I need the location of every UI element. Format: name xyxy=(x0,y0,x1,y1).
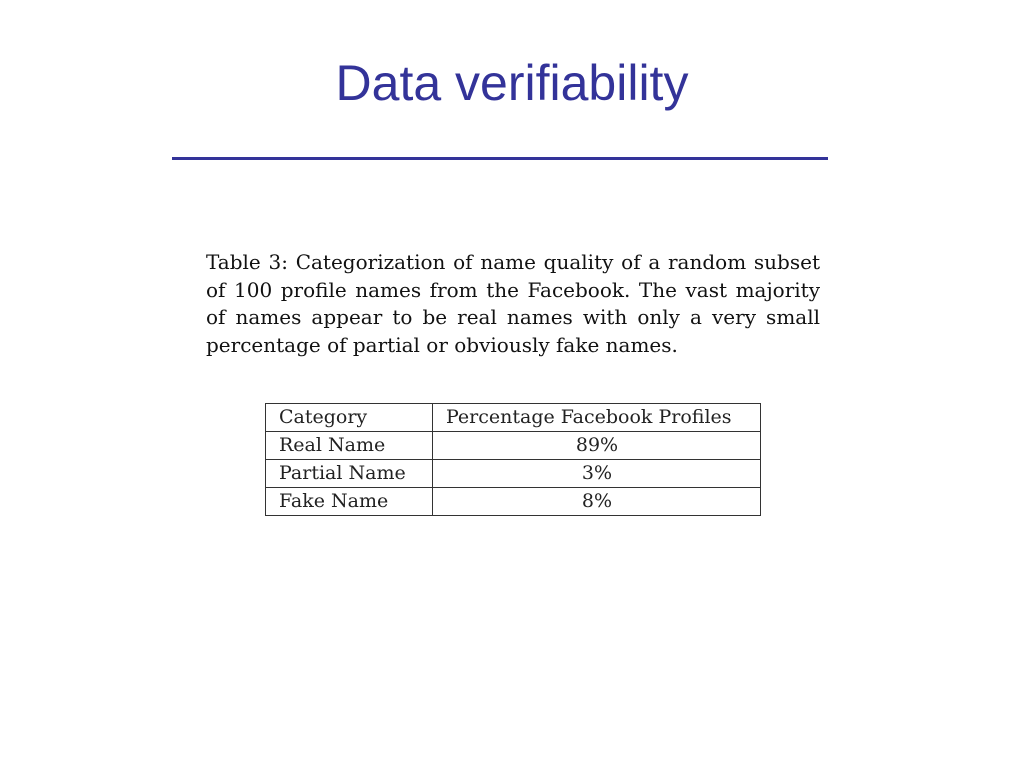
table-row xyxy=(266,460,761,488)
table-cell-percentage: 8% xyxy=(433,488,761,516)
table-cell-category: Fake Name xyxy=(266,488,433,516)
table-header-row xyxy=(266,404,761,432)
slide-title: Data verifiability xyxy=(335,55,689,111)
title-underline xyxy=(172,157,828,160)
table-cell-percentage: 3% xyxy=(433,460,761,488)
table-cell-category: Partial Name xyxy=(266,460,433,488)
table-caption: Table 3: Categorization of name quality of a random subset of 100 profile names from the Facebook. The vast majority of names appear to be real names with only a very small percentage of partial or obviously fake names. xyxy=(206,250,820,357)
table-row xyxy=(266,432,761,460)
table-cell-percentage: 89% xyxy=(433,432,761,460)
table-row xyxy=(266,488,761,516)
name-quality-table xyxy=(265,403,761,516)
column-header-category: Category xyxy=(266,404,433,432)
column-header-percentage: Percentage Facebook Profiles xyxy=(433,404,761,432)
table-cell-category: Real Name xyxy=(266,432,433,460)
